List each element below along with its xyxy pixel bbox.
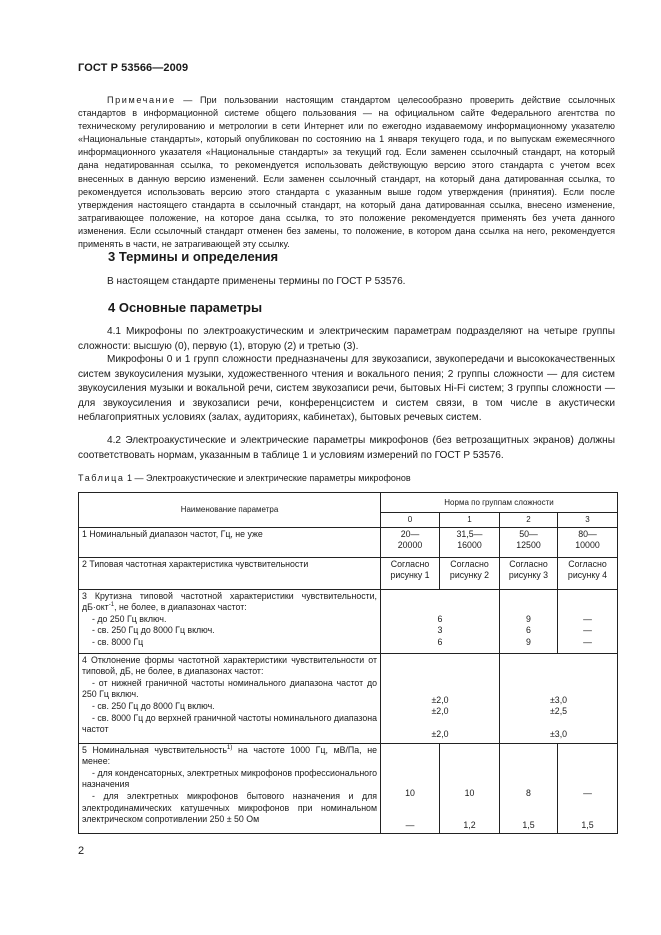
row-3-g3-v1: — [583,613,592,624]
row-4-g01-v3: ±2,0 [431,729,449,739]
row-3-g3-v3: — [583,637,592,647]
section-3-title: 3 Термины и определения [108,249,279,264]
row-4-g01 [381,653,500,743]
note-label: Примечание [107,95,176,105]
row-5-g2 [500,743,558,833]
row-3-g01 [381,589,500,653]
row-5-sup: 1) [227,744,233,751]
row-3-g01-v3: 6 [437,637,443,647]
row-3-g3 [558,589,618,653]
row-4-g23-v3: ±3,0 [549,729,568,739]
row-3-name-b: , не более, в диапазонах частот: [114,602,247,613]
row-2-g1: Согласно рисунку 2 [440,557,500,589]
row-5-name-a: 5 Номинальная чувствительность [82,744,227,755]
parameters-table [78,492,618,834]
row-3-g01-v1: 6 [437,613,443,624]
row-3-sub-2: - св. 250 Гц до 8000 Гц включ. [92,625,215,636]
header-group-0: 0 [381,513,440,528]
row-1-g0: 20— 20000 [381,527,440,557]
row-3-sub-1: - до 250 Гц включ. [92,613,167,624]
row-2-name: 2 Типовая частотная характеристика чувствительности [79,557,381,589]
section-3-text: В настоящем стандарте применены термины по ГОСТ Р 53576. [107,276,406,287]
row-4-sub-1: - от нижней граничной частоты номинального диапазона частот до 250 Гц включ. [82,677,377,700]
row-4-sub-2: - св. 250 Гц до 8000 Гц включ. [92,700,215,711]
table-caption-label: Таблица [78,473,125,483]
row-5-g3 [558,743,618,833]
row-3-g2-v3: 9 [526,637,531,647]
table-row [79,743,618,833]
section-4-p1: 4.1 Микрофоны по электроакустическим и электрическим параметрам подразделяют на четыре группы сложности: высшую (0), первую (1), вторую (2) и третью (3). [78,326,615,352]
section-4-title: 4 Основные параметры [108,300,263,315]
section-4-p2: Микрофоны 0 и 1 групп сложности предназначены для звукозаписи, звукопередачи и высококачественных систем звукоусиления музыки, художественного чтения и вокального пения; 2 группы сложности — для систем звукоусиления музыки и вокальной речи, систем звукозаписи речи, бытовых Hi-Fi систем; 3 группы сложности — для звукоусиления и звукозаписи речи, конференцсистем и систем связи, в том числе в акустически неблагоприятных условиях (залах, аудиториях, кабинетах), бытовых речевых систем. [78,354,615,423]
section-4-p3: 4.2 Электроакустические и электрические параметры микрофонов (без ветрозащитных экранов) должны соответствовать нормам, указанным в таблице 1 и условиям измерений по ГОСТ Р 53576. [78,435,615,461]
row-1-name: 1 Номинальный диапазон частот, Гц, не уже [79,527,381,557]
table-caption-text: 1 — Электроакустические и электрические параметры микрофонов [124,473,411,483]
header-group-3: 3 [558,513,618,528]
row-5-g3-b: 1,5 [581,820,594,830]
row-1-g2: 50— 12500 [500,527,558,557]
row-5-g0-a: 10 [405,788,415,799]
table-row [79,557,618,589]
table-row [79,589,618,653]
header-complexity-groups: Норма по группам сложности [381,493,618,513]
row-5-g1 [440,743,500,833]
row-1-g1: 31,5— 16000 [440,527,500,557]
row-3-g2-v1: 9 [526,613,531,624]
row-5-sub-2: - для электретных микрофонов бытового назначения и для электродинамических катушечных микрофонов при номинальном электрическом сопротивлении 250 ± 50 Ом [82,790,377,825]
row-5-g1-b: 1,2 [463,820,476,830]
row-5-g2-b: 1,5 [522,820,535,830]
row-3-name [79,589,381,653]
row-3-g01-v2: 3 [437,625,443,636]
row-3-g2 [500,589,558,653]
row-2-g2: Согласно рисунку 3 [500,557,558,589]
header-group-1: 1 [440,513,500,528]
row-4-g23-v2: ±2,5 [549,706,568,717]
row-1-g3: 80— 10000 [558,527,618,557]
page-number: 2 [78,845,85,857]
row-5-sub-1: - для конденсаторных, электретных микрофонов профессионального назначения [82,767,377,790]
row-3-g3-v2: — [583,625,592,636]
standard-header: ГОСТ Р 53566—2009 [78,62,189,74]
table-row [79,653,618,743]
row-5-g3-a: — [583,788,592,799]
row-4-g23-v1: ±3,0 [549,694,568,705]
row-5-g1-a: 10 [464,788,475,799]
row-5-name-b: на частоте 1000 Гц, мВ/Па, не менее: [82,744,378,767]
row-3-sup: -1 [108,602,115,609]
row-4-g01-v2: ±2,0 [431,706,449,717]
row-5-g0-b: — [405,820,415,830]
row-3-sub-3: - св. 8000 Гц [92,636,144,647]
row-4-sub-3: - св. 8000 Гц до верхней граничной частоты номинального диапазона частот [82,712,377,735]
row-2-g3: Согласно рисунку 4 [558,557,618,589]
row-5-g0 [381,743,440,833]
table-caption [78,473,411,483]
note-paragraph [78,94,615,251]
header-parameter-name: Наименование параметра [79,493,381,528]
row-4-g23 [500,653,618,743]
row-3-name-a: 3 Крутизна типовой частотной характеристики чувствительности, дБ·окт [82,590,377,613]
row-5-name [79,743,381,833]
row-2-g0: Согласно рисунку 1 [381,557,440,589]
note-text: — При пользовании настоящим стандартом целесообразно проверить действие ссылочных стандартов в информационной системе общего пользования — на официальном сайте Федерального агентства по техническому регулированию и метрологии в сети Интернет или по ежегодно издаваемому информационному указателю «Национальные стандарты», который опубликован по состоянию на 1 января текущего года, и по выпускам ежемесячного информационного указателя «Национальные стандарты» за текущий год. Если заменен ссылочный стандарт, на который дана недатированная ссылка, то рекомендуется использовать действующую версию этого стандарта с учетом всех внесенных в данную версию изменений. Если заменен ссылочный стандарт, на который дана датированная ссылка, то рекомендуется использовать версию этого стандарта с указанным выше годом утверждения (принятия). Если после утверждения настоящего стандарта в ссылочный стандарт, на который дана датированная ссылка, внесено изменение, затрагивающее положение, на которое дана ссылка, то это положение рекомендуется применять без учета данного изменения. Если ссылочный стандарт отменен без замены, то положение, в котором дана ссылка на него, рекомендуется применять в части, не затрагивающей эту ссылку. [78,95,615,250]
row-4-name [79,653,381,743]
row-5-g2-a: 8 [526,788,531,799]
table-row [79,527,618,557]
row-4-g01-v1: ±2,0 [431,694,449,705]
row-3-g2-v2: 6 [526,625,531,636]
header-group-2: 2 [500,513,558,528]
row-4-title: 4 Отклонение формы частотной характеристики чувствительности от типовой, дБ, не более, в диапазонах частот: [82,654,377,677]
